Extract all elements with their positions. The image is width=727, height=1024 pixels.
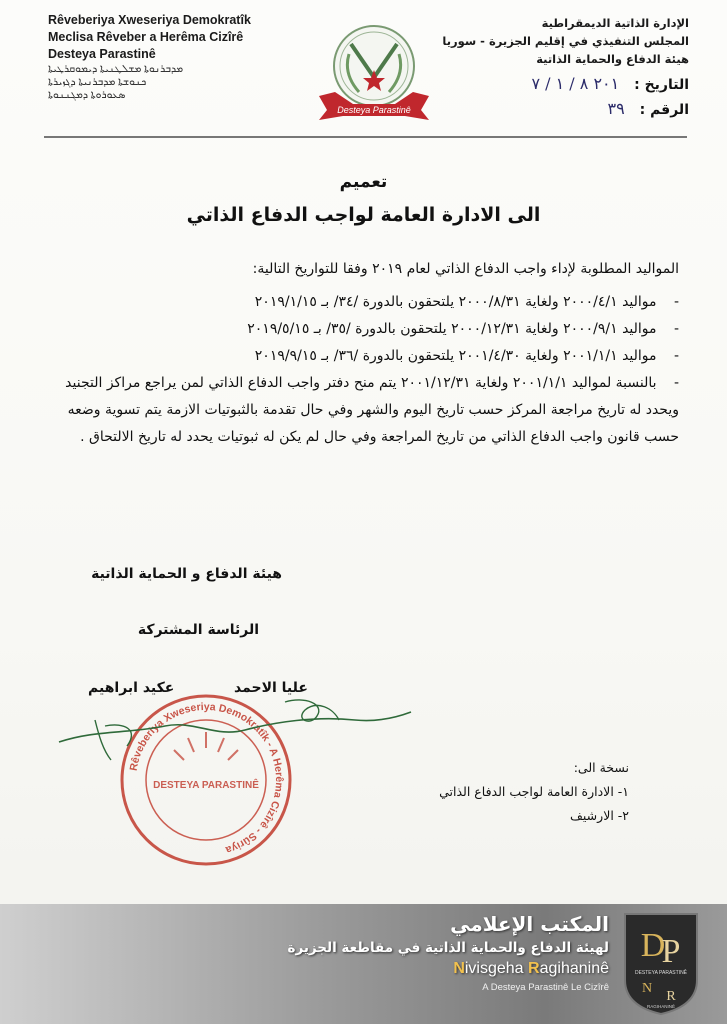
number-value: ٣٩ xyxy=(607,99,625,118)
document-subtitle: الى الادارة العامة لواجب الدفاع الذاتي xyxy=(186,204,541,226)
number-row xyxy=(449,99,689,118)
latin-header xyxy=(48,12,288,102)
stamp-outer-text: Rêveberiya Xweseriya Demokratîk - A Herêma Cizîrê - Sûriya xyxy=(127,700,286,856)
header-syriac-line2: ܟܢܘܫܬܐ ܡܕܒܪܢܝܬܐ ܕܓܙܝܪܬܐ xyxy=(48,77,147,88)
signature-organization: هيئة الدفاع و الحماية الذاتية xyxy=(91,566,282,582)
header-syriac-line3: ܣܥܘܪܘܬܐ ܕܡܓܢܢܘܬܐ xyxy=(48,90,126,101)
banner-subtitle: لهيئة الدفاع والحماية الذاتية في مقاطعة الجزيرة xyxy=(287,940,609,956)
date-value: ٢٠١ ٨ / ١ / ٧ xyxy=(531,74,620,93)
header-arabic-line3: هيئة الدفاع والحماية الذاتية xyxy=(536,52,689,66)
body-intro: المواليد المطلوبة لإداء واجب الدفاع الذاتي لعام ٢٠١٩ وفقا للتواريخ التالية: xyxy=(252,261,679,277)
badge-bottom-text: RAGIHANINÊ xyxy=(646,1004,676,1009)
svg-text:P: P xyxy=(661,933,681,970)
list-item: - بالنسبة لمواليد ٢٠٠١/١/١ ولغاية ٢٠٠١/١٢/٣١ يتم منح دفتر واجب الدفاع الذاتي لمن يراجع مراكز التجنيد ويحدد له تاريخ مراجعة المركز حسب تاريخ اليوم والشهر وفي حال تقدمة بالثبوتيات الازمة يتم تسوية وضعه حسب قانون واجب الدفاع الذاتي من تاريخ المراجعة وفي حال لم يكن له ثبوتيات يحدد له تاريخ الالتحاق . xyxy=(65,375,679,445)
list-item: - مواليد ٢٠٠١/١/١ ولغاية ٢٠٠١/٤/٣٠ يلتحقون بالدورة /٣٦/ بـ ٢٠١٩/٩/١٥ xyxy=(254,348,679,364)
header-arabic-line2: المجلس التنفيذي في إقليم الجزيرة - سوريا xyxy=(442,34,689,48)
svg-text:R: R xyxy=(666,989,676,1004)
list-item: - مواليد ٢٠٠٠/٤/١ ولغاية ٢٠٠٠/٨/٣١ يلتحقون بالدورة /٣٤/ بـ ٢٠١٩/١/١٥ xyxy=(254,294,679,310)
list-item-text: مواليد ٢٠٠١/١/١ ولغاية ٢٠٠١/٤/٣٠ يلتحقون بالدورة /٣٦/ بـ ٢٠١٩/٩/١٥ xyxy=(254,348,657,364)
signatory-name-2: عكيد ابراهيم xyxy=(88,680,175,696)
media-office-banner xyxy=(0,904,727,1024)
document-body xyxy=(60,256,679,451)
document-title: تعميم xyxy=(339,172,388,192)
date-label: التاريخ : xyxy=(634,77,689,93)
copies-item: ٢- الارشيف xyxy=(569,808,629,823)
header-syriac-line1: ܡܕܒܪܢܘܬܐ ܡܫܠܛܢܝܬܐ ܕܝܡܘܩܪܛܝܬܐ xyxy=(48,64,184,75)
header-latin-line1: Rêveberiya Xweseriya Demokratîk xyxy=(48,13,251,27)
list-item-text: مواليد ٢٠٠٠/٤/١ ولغاية ٢٠٠٠/٨/٣١ يلتحقون بالدورة /٣٤/ بـ ٢٠١٩/١/١٥ xyxy=(254,294,657,310)
number-label: الرقم : xyxy=(639,102,689,118)
date-row xyxy=(449,74,689,93)
copies-item: ١- الادارة العامة لواجب الدفاع الذاتي xyxy=(439,784,629,799)
badge-top-text: DESTEYA PARASTINÊ xyxy=(634,970,688,976)
stamp-inner-text: DESTEYA PARASTINÊ xyxy=(153,780,259,791)
signature-presidency: الرئاسة المشتركة xyxy=(137,622,259,638)
banner-tagline: A Desteya Parastinê Le Cizîrê xyxy=(482,982,609,993)
svg-text:D: D xyxy=(640,927,666,964)
banner-latin-name: Nivisgeha Ragihaninê xyxy=(453,960,609,977)
svg-text:N: N xyxy=(641,981,653,996)
list-item-paragraph: بالنسبة لمواليد ٢٠٠١/١/١ ولغاية ٢٠٠١/١٢/٣١ يتم منح دفتر واجب الدفاع الذاتي لمن يراجع مراكز التجنيد ويحدد له تاريخ مراجعة المركز حسب تاريخ اليوم والشهر وفي حال تقدمة بالثبوتيات الازمة يتم تسوية وضعه حسب قانون واجب الدفاع الذاتي من تاريخ المراجعة وفي حال لم يكن له ثبوتيات يحدد له تاريخ الالتحاق . xyxy=(65,375,679,445)
birth-date-list xyxy=(60,289,679,451)
list-item-text: مواليد ٢٠٠٠/٩/١ ولغاية ٢٠٠٠/١٢/٣١ يلتحقون بالدورة /٣٥/ بـ ٢٠١٩/٥/١٥ xyxy=(247,321,657,337)
signatory-name-1: عليا الاحمد xyxy=(234,680,308,696)
arabic-header xyxy=(442,14,689,118)
handwritten-signatures xyxy=(55,690,415,770)
banner-title: المكتب الإعلامي xyxy=(450,912,609,936)
copies-section xyxy=(439,756,629,828)
header-divider xyxy=(44,136,687,138)
header-arabic-line1: الإدارة الذاتية الديمقراطية xyxy=(541,16,689,30)
header-latin-line3: Desteya Parastinê xyxy=(48,47,156,61)
media-office-logo xyxy=(617,910,705,1016)
list-item: - مواليد ٢٠٠٠/٩/١ ولغاية ٢٠٠٠/١٢/٣١ يلتحقون بالدورة /٣٥/ بـ ٢٠١٩/٥/١٥ xyxy=(247,321,679,337)
header-latin-line2: Meclisa Rêveber a Herêma Cizîrê xyxy=(48,30,244,44)
organization-logo xyxy=(313,14,435,126)
copies-label: نسخة الى: xyxy=(573,760,629,775)
logo-ribbon-text: Desteya Parastinê xyxy=(337,105,411,115)
